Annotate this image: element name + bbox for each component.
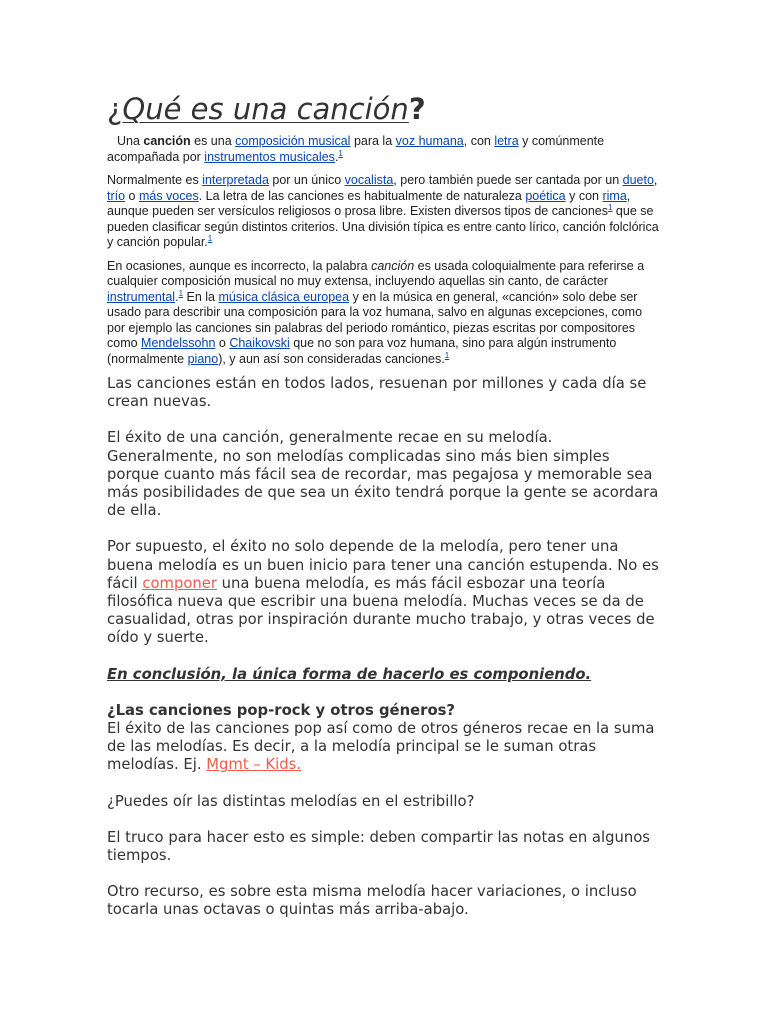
footnote-ref-link[interactable]: 1 (178, 288, 184, 298)
footnote-ref (445, 351, 449, 360)
text-run: y en la música en general, «canción» solo debe ser usado para describir una composición para la voz humana, salvo en algunas excepciones, como por ejemplo las canciones sin palabras del periodo romántico, piezas escritas por compositores como (107, 289, 643, 350)
section-heading: ¿Las canciones pop-rock y otros géneros? (107, 701, 456, 719)
wiki-link[interactable]: poética (525, 188, 566, 203)
text-run: , con (463, 134, 495, 148)
body-paragraph-4 (107, 720, 663, 775)
wiki-link[interactable]: Mendelssohn (141, 336, 216, 350)
body-paragraph-6: El truco para hacer esto es simple: deben compartir las notas en algunos tiempos. (107, 828, 651, 865)
footnote-ref (338, 149, 342, 158)
text-run: . (175, 289, 179, 304)
body-paragraph-1: Las canciones están en todos lados, resuenan por millones y cada día se crean nuevas. (107, 375, 647, 411)
wiki-link[interactable]: música clásica europea (218, 289, 350, 304)
text-run: que se pueden clasificar según distintos criterios. Una división típica es entre canto lírico, canción folclórica y canción popular. (107, 204, 659, 249)
wiki-link[interactable]: rima (602, 188, 627, 203)
text-run: o (125, 188, 139, 203)
wiki-link[interactable]: interpretada (202, 173, 269, 187)
title-text: Qué es una canción (122, 92, 409, 126)
bold-term: canción (143, 134, 191, 148)
wiki-link[interactable]: vocalista (344, 173, 394, 187)
text-run: . La letra de las canciones es habitualmente de naturaleza (198, 188, 526, 203)
p3-text-a: Por supuesto, el éxito no solo depende de la melodía, pero tener una buena melodía es un buen inicio para tener una canción estupenda. No es fácil (107, 538, 659, 592)
text-run: En ocasiones, aunque es incorrecto, la palabra (107, 258, 372, 273)
p4-text: El éxito de las canciones pop así como de otros géneros recae en la suma de las melodías. Es decir, a la melodía principal se le suman otras melodías. Ej. (107, 720, 655, 774)
footnote-ref (208, 234, 212, 243)
wiki-link[interactable]: piano (187, 351, 219, 366)
title-open-mark: ¿ (107, 92, 123, 126)
wiki-link[interactable]: letra (494, 134, 519, 148)
wiki-link[interactable]: composición musical (235, 134, 351, 148)
text-run: ), y aun así son consideradas canciones. (218, 351, 445, 366)
footnote-ref-link[interactable]: 1 (607, 203, 613, 212)
wiki-link[interactable]: más voces (138, 188, 199, 203)
document-page (107, 88, 663, 920)
text-run: En la (183, 289, 219, 304)
wiki-paragraph-1 (107, 134, 663, 165)
text-run: para la (350, 134, 396, 148)
body-paragraph-2: El éxito de una canción, generalmente recae en su melodía. Generalmente, no son melodías complicadas sino más bien simples porque cuanto más fácil sea de recordar, mas pegajosa y memorable sea más posibilidades de que sea un éxito tendrá porque la gente se acordara de ella. (107, 429, 659, 520)
wiki-link[interactable]: instrumentos musicales (204, 149, 335, 164)
italic-term: canción (371, 258, 415, 273)
footnote-ref-link[interactable]: 1 (207, 234, 213, 243)
text-run: que no son para voz humana, sino para algún instrumento (normalmente (107, 336, 617, 366)
text-run: . (334, 149, 339, 164)
text-run: Normalmente es (107, 173, 203, 187)
mgmt-kids-link[interactable]: Mgmt – Kids. (206, 756, 302, 774)
text-run: , (653, 173, 658, 187)
body-paragraph-7: Otro recurso, es sobre esta misma melodía hacer variaciones, o incluso tocarla unas octavas o quintas más arriba-abajo. (107, 883, 637, 919)
text-run: es usada coloquialmente para referirse a cualquier composición musical no muy extensa, incluyendo aquellas sin canto, de carácter (107, 258, 645, 288)
footnote-ref-link[interactable]: 1 (338, 148, 343, 158)
text-run: por un único (268, 173, 345, 187)
wiki-link[interactable]: dueto (622, 173, 654, 187)
text-run: , aunque pueden ser versículos religiosos o prosa libre. Existen diversos tipos de canciones (107, 188, 631, 218)
wiki-link[interactable]: Chaikovski (229, 336, 290, 350)
text-run: y con (565, 188, 603, 203)
title-close-mark: ? (408, 92, 426, 126)
wiki-paragraph-3 (107, 259, 663, 368)
text-run: , pero también puede ser cantada por un (393, 173, 623, 187)
body-paragraph-5: ¿Puedes oír las distintas melodías en el estribillo? (107, 792, 475, 810)
text-run: es una (190, 134, 236, 148)
wiki-link[interactable]: trío (107, 188, 126, 203)
wiki-link[interactable]: voz humana (395, 134, 464, 148)
text-run: Una (117, 134, 144, 148)
text-run: y comúnmente acompañada por (107, 134, 605, 164)
text-run: o (215, 336, 230, 350)
conclusion-text: En conclusión, la única forma de hacerlo es componiendo. (107, 665, 592, 683)
p3-text-b: una buena melodía, es más fácil esbozar una teoría filosófica nueva que escribir una buena melodía. Muchas veces se da de casualidad, otras por inspiración durante mucho trabajo, y otras veces de oído y suerte. (107, 574, 655, 647)
wiki-paragraph-2 (107, 173, 663, 251)
body-paragraph-3 (107, 538, 663, 647)
page-title (107, 88, 663, 130)
componer-link[interactable]: componer (142, 574, 217, 592)
wiki-link[interactable]: instrumental (107, 289, 176, 304)
footnote-ref-link[interactable]: 1 (444, 350, 450, 360)
